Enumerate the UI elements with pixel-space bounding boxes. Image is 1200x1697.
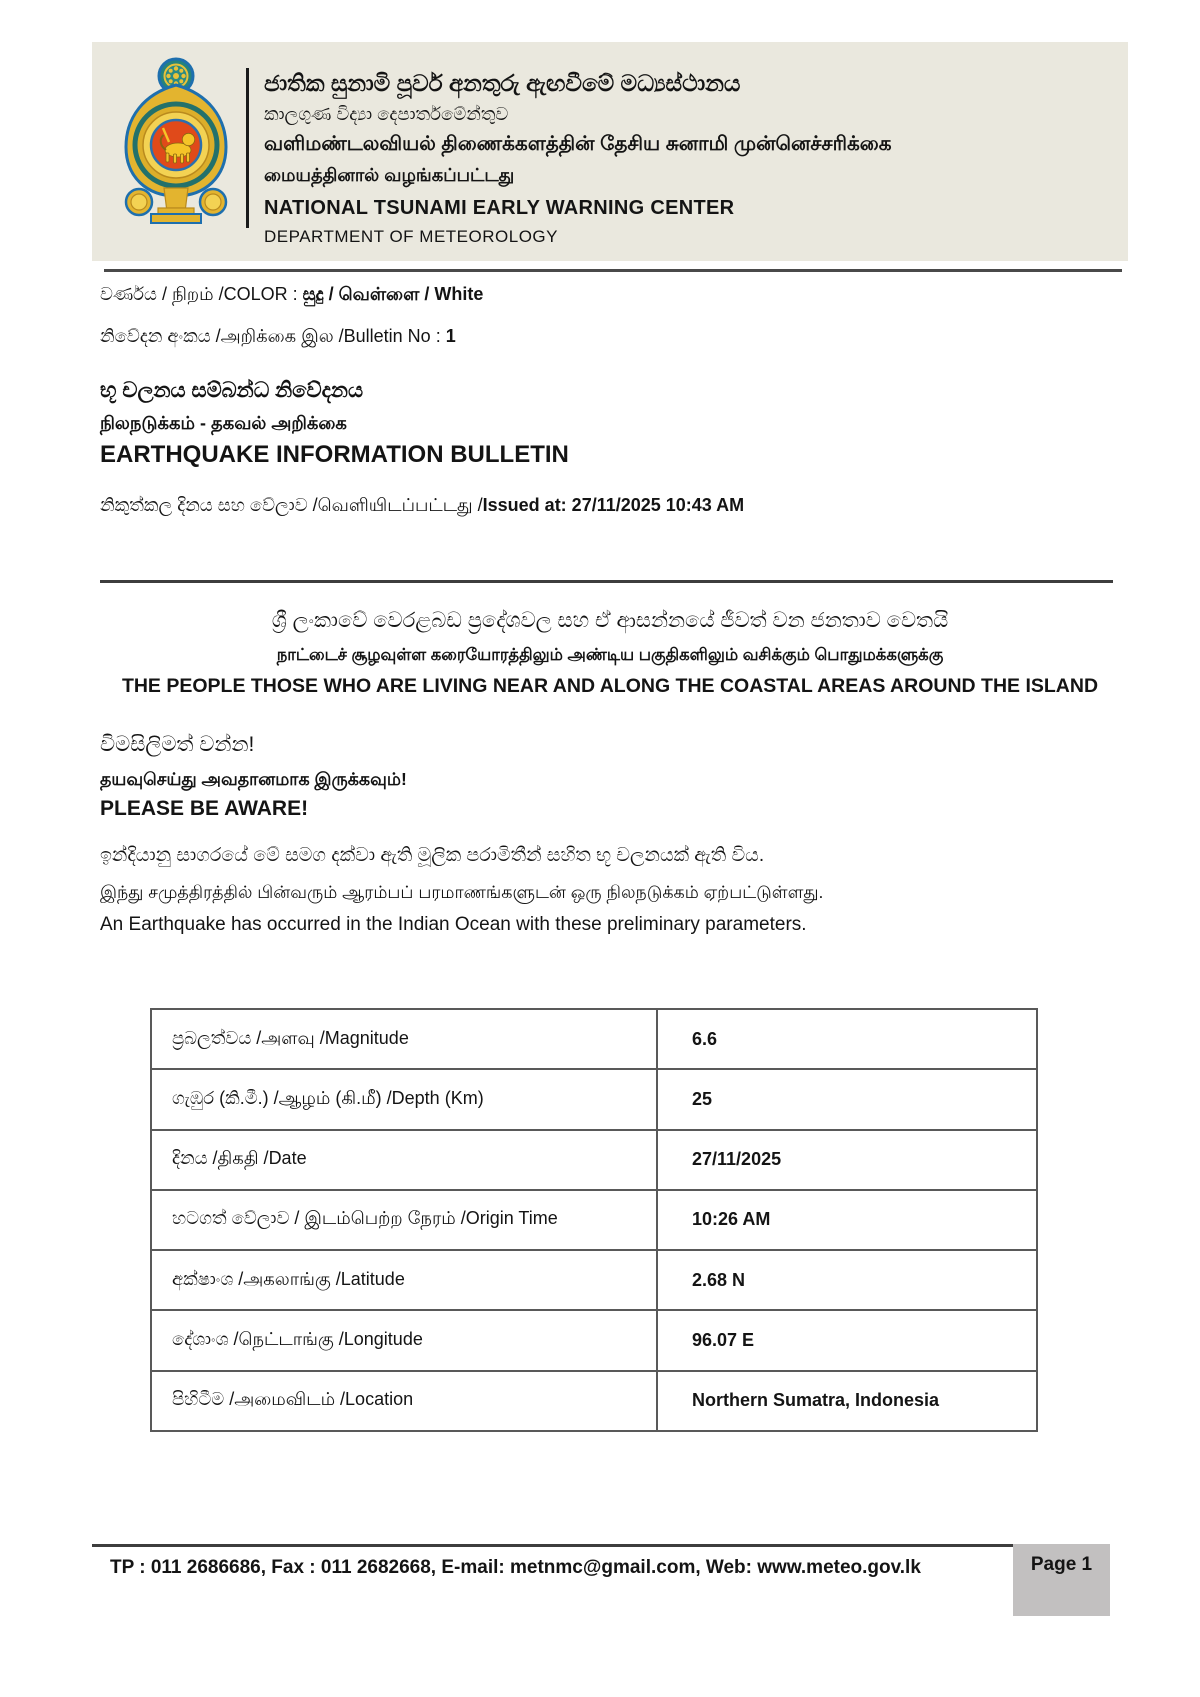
section-rule [100, 580, 1113, 583]
summary-sinhala: ඉන්දියානු සාගරයේ මේ සමග දක්වා ඇති මූලික පරාමිතීන් සහිත භූ චලනයක් ඇති විය. [100, 845, 765, 866]
magnitude-label: ප්‍රබලත්වය /அளவு /Magnitude [151, 1009, 657, 1069]
magnitude-value: 6.6 [657, 1009, 1037, 1069]
bulletin-title-english: EARTHQUAKE INFORMATION BULLETIN [100, 441, 569, 468]
aware-sinhala: විමසිලිමත් වන්න! [100, 733, 255, 756]
latitude-value: 2.68 N [657, 1250, 1037, 1310]
location-label: පිහිටීම /அமைவிடம் /Location [151, 1371, 657, 1431]
header-divider [246, 68, 249, 228]
summary-tamil: இந்து சமுத்திரத்தில் பின்வரும் ஆரம்பப் பரமாணங்களுடன் ஒரு நிலநடுக்கம் ஏற்பட்டுள்ளது. [100, 882, 824, 902]
origin-time-label: හටගත් වේලාව / இடம்பெற்ற நேரம் /Origin Time [151, 1190, 657, 1250]
depth-value: 25 [657, 1069, 1037, 1129]
header-titles [264, 70, 1114, 247]
latitude-label: අක්ෂාංශ /அகலாங்கு /Latitude [151, 1250, 657, 1310]
bulletin-number-line [100, 326, 456, 349]
addressee-english: THE PEOPLE THOSE WHO ARE LIVING NEAR AND ALONG THE COASTAL AREAS AROUND THE ISLAND [121, 675, 1099, 697]
org-title-english: NATIONAL TSUNAMI EARLY WARNING CENTER [264, 196, 735, 219]
table-row-location [151, 1371, 1037, 1431]
table-row-depth [151, 1069, 1037, 1129]
color-value: සුදු / வெள்ளை / White [302, 284, 484, 304]
addressee-tamil: நாட்டைச் சூழவுள்ள கரையோரத்திலும் அண்டிய பகுதிகளிலும் வசிக்கும் பொதுமக்களுக்கு [276, 646, 944, 664]
addressee-sinhala: ශ්‍රී ලංකාවේ වෙරළබඩ ප්‍රදේශවල සහ ඒ ආසන්නයේ ජීවත් වන ජනතාව වෙතයි [271, 609, 949, 632]
header-rule [104, 269, 1122, 272]
page-number-badge: Page 1 [1013, 1544, 1110, 1616]
color-status-line [100, 284, 483, 307]
issued-label: නිකුත්කල දිනය සහ වේලාව /வெளியிடப்பட்டது / [100, 495, 483, 515]
date-value: 27/11/2025 [657, 1130, 1037, 1190]
color-label: වර්ණය / நிறம் /COLOR : [100, 284, 303, 304]
longitude-label: දේශාංශ /நெட்டாங்கு /Longitude [151, 1310, 657, 1370]
letterhead [92, 42, 1128, 261]
footer-rule [92, 1544, 1013, 1547]
longitude-value: 96.07 E [657, 1310, 1037, 1370]
issued-value: Issued at: 27/11/2025 10:43 AM [482, 495, 745, 515]
issued-at-line [100, 495, 744, 518]
summary-english: An Earthquake has occurred in the Indian Ocean with these preliminary parameters. [100, 914, 807, 935]
dept-title-english: DEPARTMENT OF METEOROLOGY [264, 226, 558, 246]
aware-tamil: தயவுசெய்து அவதானமாக இருக்கவும்! [100, 769, 407, 789]
footer-contact-info: TP : 011 2686686, Fax : 011 2682668, E-mail: metnmc@gmail.com, Web: www.meteo.gov.lk [110, 1557, 921, 1578]
origin-time-value: 10:26 AM [657, 1190, 1037, 1250]
table-row-longitude [151, 1310, 1037, 1370]
table-row-date [151, 1130, 1037, 1190]
aware-english: PLEASE BE AWARE! [100, 797, 309, 820]
bulletin-title-tamil: நிலநடுக்கம் - தகவல் அறிக்கை [100, 413, 347, 433]
org-title-sinhala: ජාතික සුනාමි පූර්ව අනතුරු ඇඟවීමේ මධ්‍යස්ථානය [264, 70, 741, 96]
bulletin-no-label: නිවේදන අංකය /அறிக்கை இல /Bulletin No : [100, 326, 446, 346]
bulletin-title-sinhala: භූ චලනය සම්බන්ධ නිවේදනය [100, 379, 364, 402]
table-row-latitude [151, 1250, 1037, 1310]
bulletin-no-value: 1 [445, 326, 456, 346]
sri-lanka-emblem-logo [116, 54, 236, 228]
dept-title-sinhala: කාලගුණ විද්‍යා දෙපාර්තමේන්තුව [264, 103, 509, 124]
date-label: දිනය /திகதி /Date [151, 1130, 657, 1190]
depth-label: ගැඹුර (කි.මී.) /ஆழம் (கி.மீ) /Depth (Km) [151, 1069, 657, 1129]
earthquake-parameters-table [150, 1008, 1038, 1432]
org-title-tamil-line2: மையத்தினால் வழங்கப்பட்டது [264, 164, 515, 185]
org-title-tamil-line1: வளிமண்டலவியல் திணைக்களத்தின் தேசிய சுனாமி முன்னெச்சரிக்கை [264, 132, 892, 155]
location-value: Northern Sumatra, Indonesia [657, 1371, 1037, 1431]
table-row-origin-time [151, 1190, 1037, 1250]
table-row-magnitude [151, 1009, 1037, 1069]
